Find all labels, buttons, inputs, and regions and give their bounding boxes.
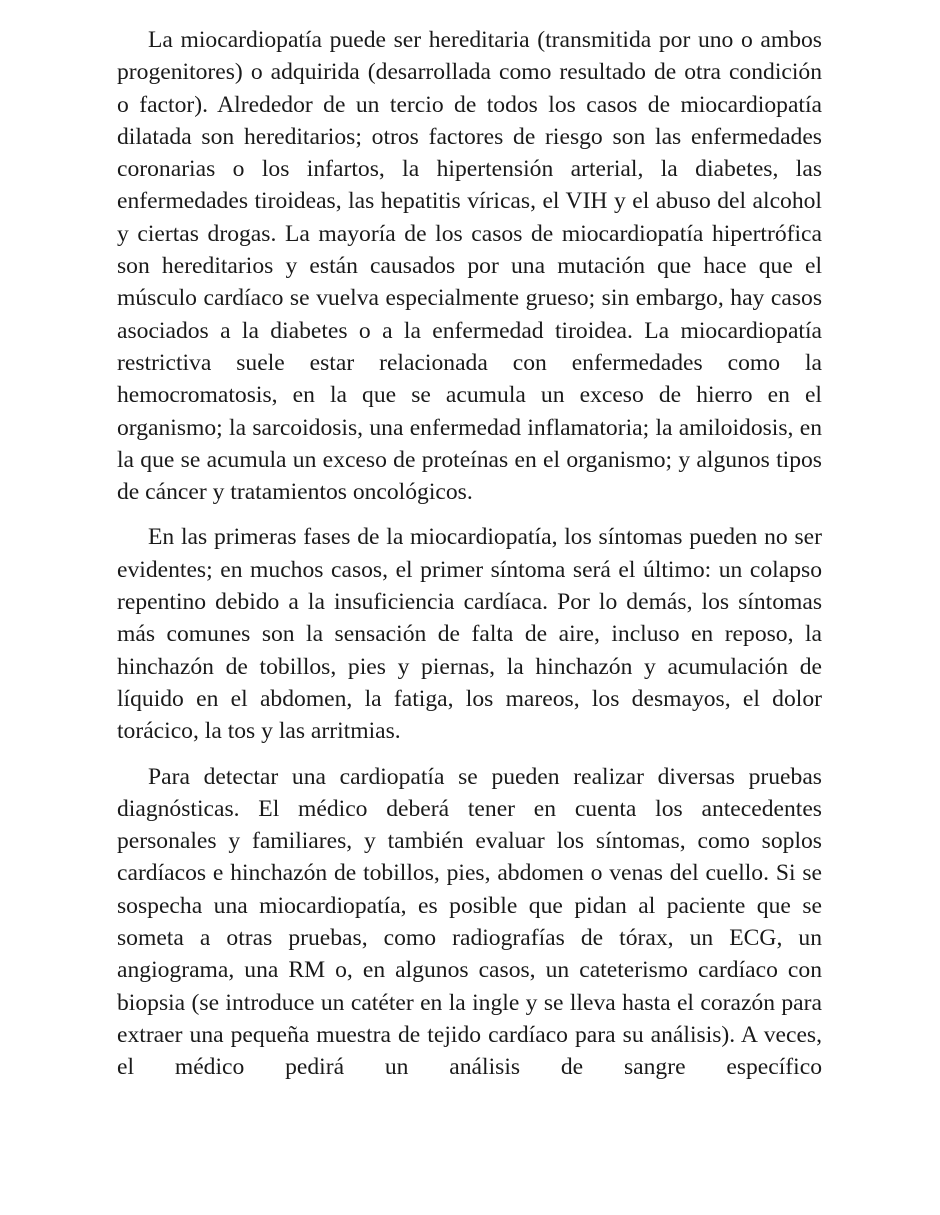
page-body <box>117 24 822 1084</box>
paragraph-causes: La miocardiopatía puede ser hereditaria (transmitida por uno o ambos progenitores) o adquirida (desarrollada como resultado de otra condición o factor). Alrededor de un tercio de todos los casos de miocardiopatía dilatada son hereditarios; otros factores de riesgo son las enfermedades coronarias o los infartos, la hipertensión arterial, la diabetes, las enfermedades tiroideas, las hepatitis víricas, el VIH y el abuso del alcohol y ciertas drogas. La mayoría de los casos de miocardiopatía hipertrófica son hereditarios y están causados por una mutación que hace que el músculo cardíaco se vuelva especialmente grueso; sin embargo, hay casos asociados a la diabetes o a la enfermedad tiroidea. La miocardiopatía restrictiva suele estar relacionada con enfermedades como la hemocromatosis, en la que se acumula un exceso de hierro en el organismo; la sarcoidosis, una enfermedad inflamatoria; la amiloidosis, en la que se acumula un exceso de proteínas en el organismo; y algunos tipos de cáncer y tratamientos oncológicos. <box>117 27 822 506</box>
paragraph-diagnosis: Para detectar una cardiopatía se pueden realizar diversas pruebas diagnósticas. El médico deberá tener en cuenta los antecedentes personales y familiares, y también evaluar los síntomas, como soplos cardíacos e hinchazón de tobillos, pies, abdomen o venas del cuello. Si se sospecha una miocardiopatía, es posible que pidan al paciente que se someta a otras pruebas, como radiografías de tórax, un ECG, un angiograma, una RM o, en algunos casos, un cateterismo cardíaco con biopsia (se introduce un catéter en la ingle y se lleva hasta el corazón para extraer una pequeña muestra de tejido cardíaco para su análisis). A veces, el médico pedirá un análisis de sangre específico <box>117 763 822 1081</box>
paragraph-symptoms: En las primeras fases de la miocardiopatía, los síntomas pueden no ser evidentes; en muchos casos, el primer síntoma será el último: un colapso repentino debido a la insuficiencia cardíaca. Por lo demás, los síntomas más comunes son la sensación de falta de aire, incluso en reposo, la hinchazón de tobillos, pies y piernas, la hinchazón y acumulación de líquido en el abdomen, la fatiga, los mareos, los desmayos, el dolor torácico, la tos y las arritmias. <box>117 524 822 745</box>
